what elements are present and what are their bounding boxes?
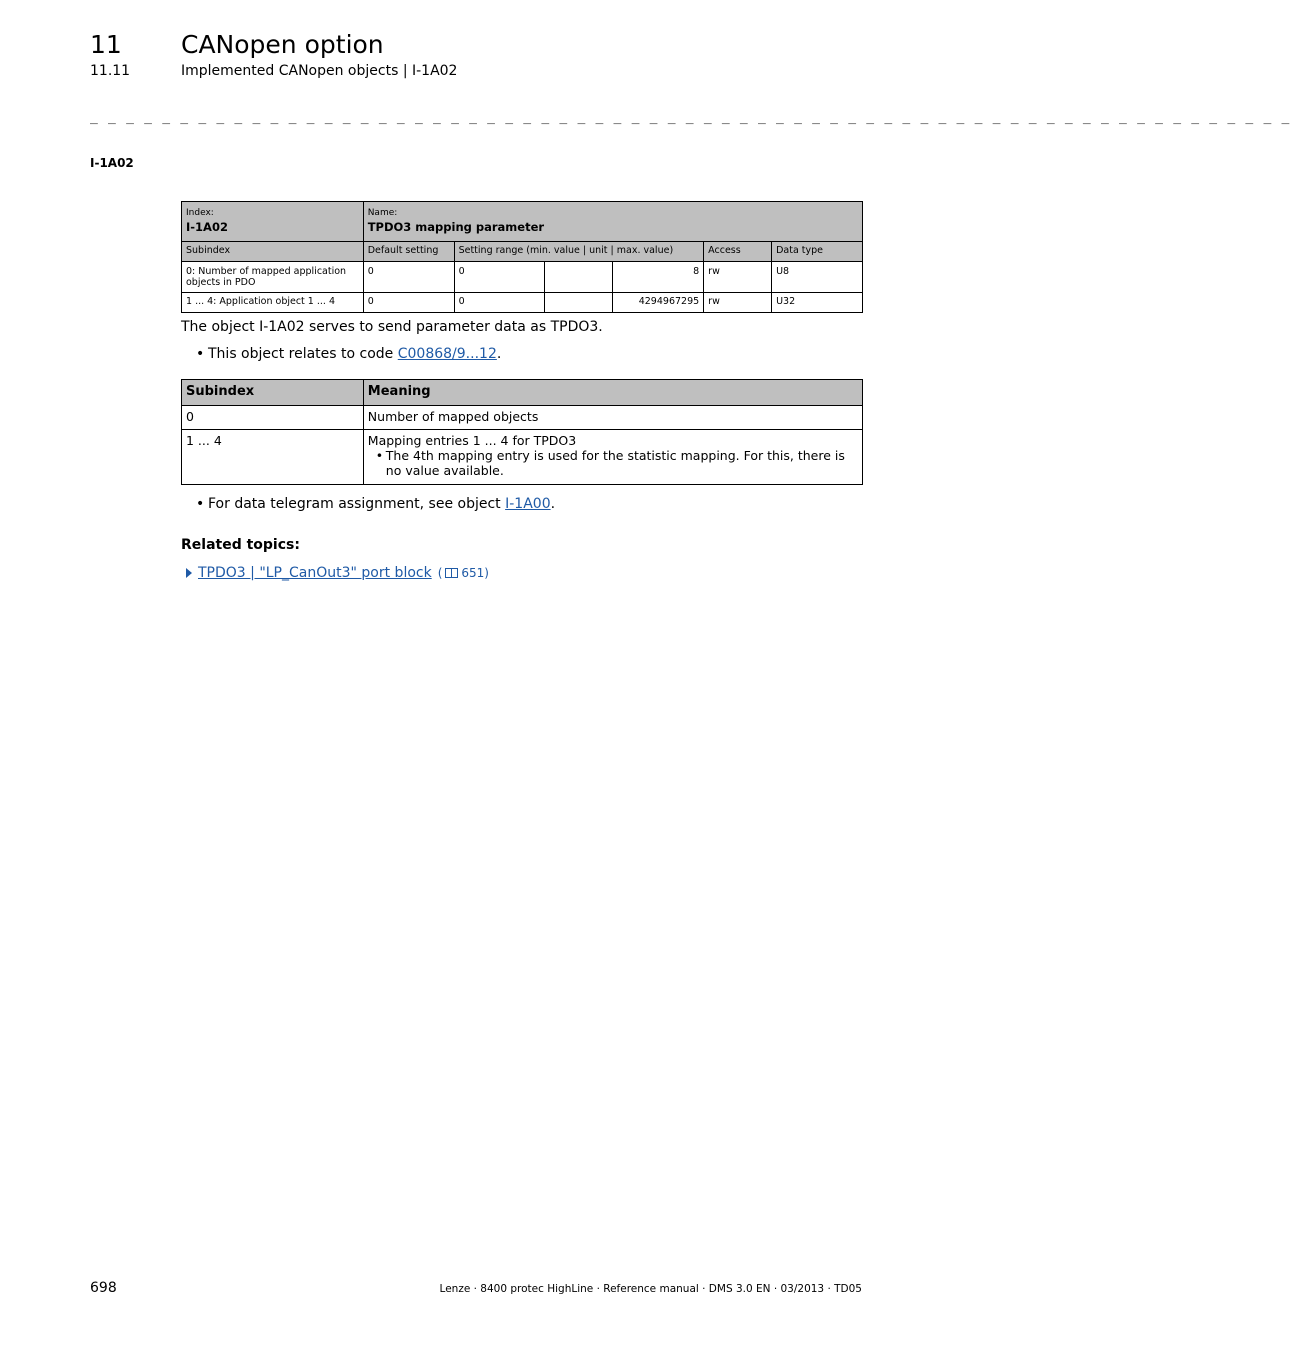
cell-default: 0 bbox=[363, 262, 454, 293]
bullet-dot: • bbox=[375, 448, 384, 463]
relates-bullet bbox=[196, 346, 501, 362]
col-meaning: Meaning bbox=[363, 380, 862, 406]
cell-meaning: Mapping entries 1 ... 4 for TPDO3 bbox=[367, 433, 577, 448]
cell-datatype: U8 bbox=[772, 262, 863, 293]
name-cell bbox=[363, 202, 862, 242]
object-heading: I-1A02 bbox=[90, 156, 134, 170]
page-reference[interactable]: ( 651 ) bbox=[437, 566, 489, 580]
table-row bbox=[182, 406, 863, 430]
cell-subindex: 0: Number of mapped application objects in PDO bbox=[182, 262, 364, 293]
cell-max: 8 bbox=[613, 262, 704, 293]
table-row bbox=[182, 293, 863, 313]
cell-subindex: 1 ... 4 bbox=[182, 430, 364, 485]
cell-min: 0 bbox=[454, 262, 545, 293]
meaning-table-header bbox=[182, 380, 863, 406]
cell-min: 0 bbox=[454, 293, 545, 313]
name-value: TPDO3 mapping parameter bbox=[367, 220, 545, 234]
footer-text: Lenze · 8400 protec HighLine · Reference manual · DMS 3.0 EN · 03/2013 · TD05 bbox=[439, 1283, 862, 1295]
name-label: Name: bbox=[367, 208, 398, 218]
index-cell bbox=[182, 202, 364, 242]
object-table-header bbox=[182, 202, 863, 242]
assignment-text: For data telegram assignment, see object bbox=[208, 496, 506, 512]
table-row bbox=[182, 430, 863, 485]
table-row bbox=[182, 262, 863, 293]
cell-meaning-group bbox=[363, 430, 862, 485]
relates-suffix: . bbox=[496, 346, 502, 362]
page-reference-number: 651 bbox=[461, 566, 485, 580]
cell-subindex: 0 bbox=[182, 406, 364, 430]
bullet-dot: • bbox=[196, 496, 205, 512]
col-subindex: Subindex bbox=[182, 242, 364, 262]
cell-datatype: U32 bbox=[772, 293, 863, 313]
cell-meaning: Number of mapped objects bbox=[363, 406, 862, 430]
meaning-note-text: The 4th mapping entry is used for the statistic mapping. For this, there is no value available. bbox=[385, 448, 845, 478]
col-datatype: Data type bbox=[772, 242, 863, 262]
object-table bbox=[181, 201, 863, 313]
cell-max: 4294967295 bbox=[613, 293, 704, 313]
col-range: Setting range (min. value | unit | max. value) bbox=[454, 242, 704, 262]
related-topic-item[interactable] bbox=[186, 565, 489, 581]
cell-unit bbox=[545, 293, 613, 313]
column-header-row bbox=[182, 242, 863, 262]
assignment-bullet bbox=[196, 496, 555, 512]
cell-default: 0 bbox=[363, 293, 454, 313]
description-text: The object I-1A02 serves to send parameter data as TPDO3. bbox=[181, 319, 603, 335]
chapter-title: CANopen option bbox=[181, 30, 384, 59]
book-icon bbox=[445, 568, 458, 578]
index-value: I-1A02 bbox=[186, 220, 228, 234]
chapter-number: 11 bbox=[90, 30, 122, 59]
cell-access: rw bbox=[704, 293, 772, 313]
section-title: Implemented CANopen objects | I-1A02 bbox=[181, 63, 458, 79]
related-topics-title: Related topics: bbox=[181, 537, 300, 553]
col-default: Default setting bbox=[363, 242, 454, 262]
relates-text: This object relates to code bbox=[208, 346, 398, 362]
cell-access: rw bbox=[704, 262, 772, 293]
meaning-table bbox=[181, 379, 863, 485]
arrow-right-icon bbox=[186, 568, 192, 578]
cell-subindex: 1 ... 4: Application object 1 ... 4 bbox=[182, 293, 364, 313]
assignment-suffix: . bbox=[550, 496, 556, 512]
col-subindex: Subindex bbox=[182, 380, 364, 406]
col-access: Access bbox=[704, 242, 772, 262]
page-number: 698 bbox=[90, 1280, 117, 1296]
cell-unit bbox=[545, 262, 613, 293]
related-topic-link[interactable]: TPDO3 | "LP_CanOut3" port block bbox=[198, 565, 432, 581]
dash-rule: _ _ _ _ _ _ _ _ _ _ _ _ _ _ _ _ _ _ _ _ _ _ _ _ _ _ _ _ _ _ _ _ _ _ _ _ _ _ _ _ _ _ _ _ _ _ _ _ _ _ _ _ _ _ _ _ _ _ _ _ _ _ _ _ _ _ _ bbox=[90, 110, 1291, 125]
index-label: Index: bbox=[186, 208, 214, 218]
section-number: 11.11 bbox=[90, 63, 131, 79]
object-link[interactable]: I-1A00 bbox=[505, 496, 551, 512]
bullet-dot: • bbox=[196, 346, 205, 362]
meaning-note bbox=[368, 448, 858, 478]
code-link[interactable]: C00868/9...12 bbox=[397, 346, 497, 362]
